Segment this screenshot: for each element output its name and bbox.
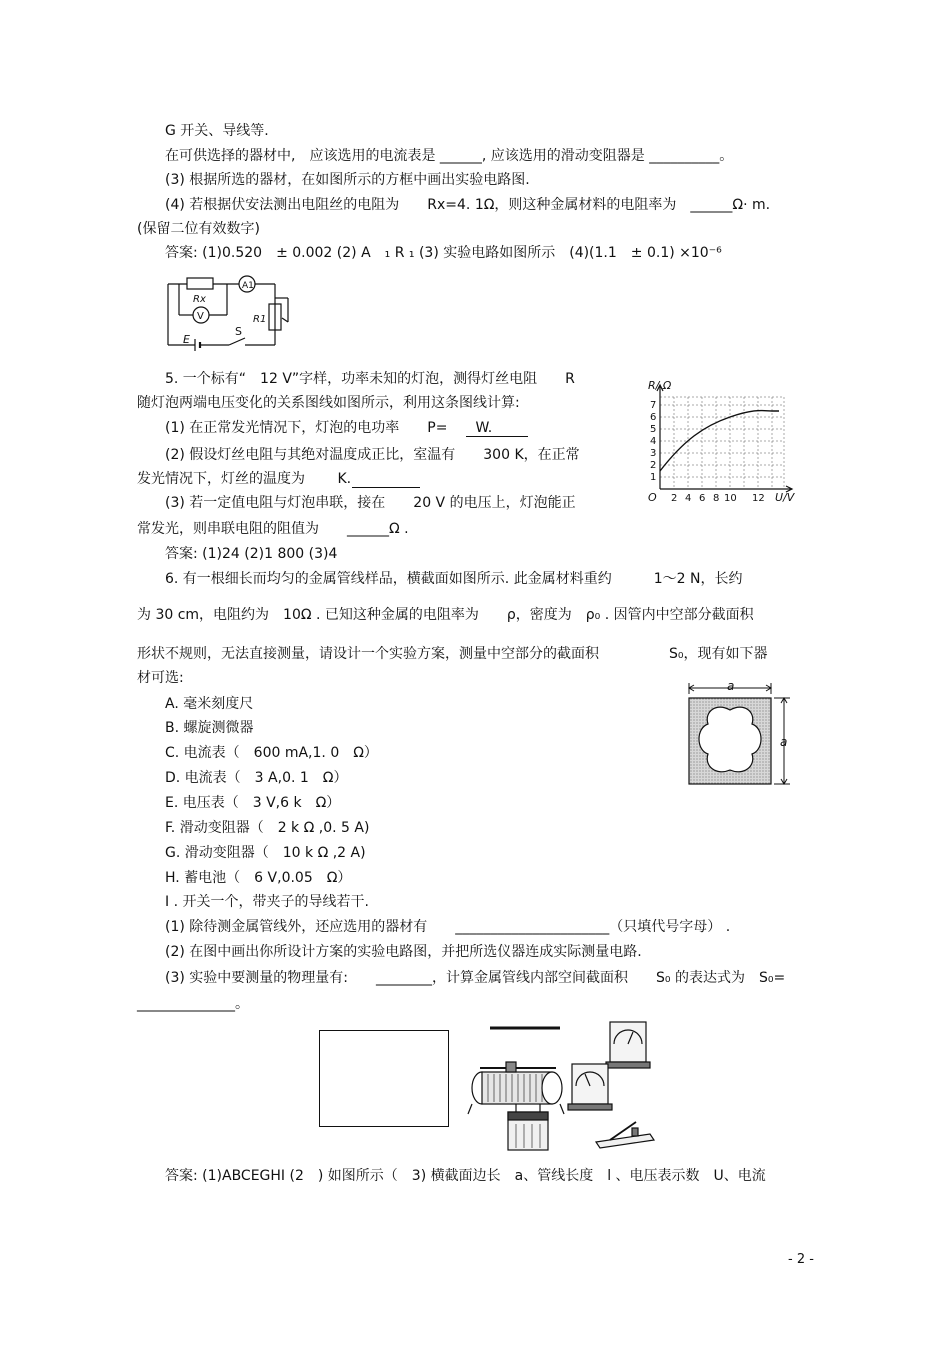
ytick-label: 4 <box>650 436 657 447</box>
ytick-label: 3 <box>650 448 657 459</box>
q5-part3b: 常发光，则串联电阻的阻值为 ______Ω . <box>137 521 409 537</box>
ytick-label: 7 <box>650 400 657 411</box>
q5-part3a: (3) 若一定值电阻与灯泡串联，接在 20 V 的电压上，灯泡能正 <box>165 495 576 511</box>
r-u-graph <box>644 380 804 504</box>
xtick-label: 12 <box>752 493 765 504</box>
q5-part2a: (2) 假设灯丝电阻与其绝对温度成正比，室温有 300 K，在正常 <box>165 447 580 463</box>
q4-part4-note: (保留二位有效数字) <box>137 221 260 237</box>
circuit-label-rx: Rx <box>193 294 206 305</box>
q6-item: I . 开关一个，带夹子的导线若干. <box>165 894 369 910</box>
cross-label-a-top: a <box>727 680 735 693</box>
q6-item: G. 滑动变阻器（ 10 k Ω ,2 A) <box>165 845 366 861</box>
circuit-label-s: S <box>235 325 242 338</box>
graph-ylabel: R/ Ω <box>648 380 672 392</box>
q6-answer: 答案: (1)ABCEGHI (2 ) 如图所示（ 3) 横截面边长 a、管线长度 l 、电压表示数 U、电流 <box>165 1168 766 1184</box>
q6-line1: 6. 有一根细长而均匀的金属管线样品，横截面如图所示. 此金属材料重约 1～2 N，长约 <box>165 571 743 587</box>
xtick-label: 2 <box>671 493 678 504</box>
xtick-label: 8 <box>713 493 720 504</box>
circuit-label-a1: A1 <box>242 281 254 291</box>
q5-part2b: 发光情况下，灯丝的温度为 K. <box>137 471 352 487</box>
q6-item: E. 电压表（ 3 V,6 k Ω） <box>165 795 341 811</box>
q5-blank-2-underline <box>352 487 420 488</box>
graph-xlabel: U/V <box>775 491 795 504</box>
xtick-label: 4 <box>685 493 692 504</box>
circuit-drawing-box <box>319 1030 449 1127</box>
circuit-label-e: E <box>183 333 190 346</box>
graph-origin: O <box>648 491 657 504</box>
q6-part3-blank: ______________。 <box>137 996 249 1012</box>
q5-answer: 答案: (1)24 (2)1 800 (3)4 <box>165 546 338 562</box>
q5-part1: (1) 在正常发光情况下，灯泡的电功率 P= W. <box>165 420 493 436</box>
page-number: - 2 - <box>788 1252 814 1267</box>
apparatus-illustration <box>460 1016 660 1156</box>
q6-item: C. 电流表（ 600 mA,1. 0 Ω） <box>165 745 378 761</box>
xtick-label: 10 <box>724 493 737 504</box>
q4-part4: (4) 若根据伏安法测出电阻丝的电阻为 Rx=4. 1Ω，则这种金属材料的电阻率为 ______Ω· m. <box>165 197 771 213</box>
q6-part1: (1) 除待测金属管线外，还应选用的器材有 ______________________（只填代号字母） . <box>165 919 731 935</box>
ytick-label: 1 <box>650 472 657 483</box>
q4-select-line: 在可供选择的器材中, 应该选用的电流表是 ______, 应该选用的滑动变阻器是 __________。 <box>165 148 734 164</box>
voltmeter-icon <box>606 1022 650 1068</box>
q6-item: H. 蓄电池（ 6 V,0.05 Ω） <box>165 870 352 886</box>
q6-item: D. 电流表（ 3 A,0. 1 Ω） <box>165 770 348 786</box>
q4-item-g: G 开关、导线等. <box>165 123 269 139</box>
xtick-label: 6 <box>699 493 706 504</box>
q6-line2: 为 30 cm，电阻约为 10Ω . 已知这种金属的电阻率为 ρ，密度为 ρ₀ . 因管内中空部分截面积 <box>137 607 754 623</box>
q6-line4: 材可选: <box>137 670 184 686</box>
q6-item: A. 毫米刻度尺 <box>165 696 254 712</box>
ytick-label: 6 <box>650 412 657 423</box>
q6-line3: 形状不规则，无法直接测量，请设计一个实验方案，测量中空部分的截面积 S₀，现有如下器 <box>137 646 768 662</box>
circuit-label-v: V <box>197 311 204 322</box>
cross-label-a-side: a <box>780 735 788 749</box>
q4-answer: 答案: (1)0.520 ± 0.002 (2) A ₁ R ₁ (3) 实验电路如图所示 (4)(1.1 ± 0.1) ×10⁻⁶ <box>165 245 722 261</box>
cross-section-figure <box>684 680 794 788</box>
q5-line2: 随灯泡两端电压变化的关系图线如图所示，利用这条图线计算: <box>137 395 520 411</box>
q4-circuit-diagram <box>165 272 295 354</box>
ytick-label: 2 <box>650 460 657 471</box>
ytick-label: 5 <box>650 424 657 435</box>
switch-icon <box>596 1122 654 1148</box>
battery-icon <box>508 1104 548 1150</box>
q4-part3: (3) 根据所选的器材，在如图所示的方框中画出实验电路图. <box>165 172 530 188</box>
q5-blank-1-underline <box>466 436 528 437</box>
q6-part2: (2) 在图中画出你所设计方案的实验电路图，并把所选仪器连成实际测量电路. <box>165 944 642 960</box>
q6-item: F. 滑动变阻器（ 2 k Ω ,0. 5 A) <box>165 820 370 836</box>
q6-part3: (3) 实验中要测量的物理量有: ________，计算金属管线内部空间截面积 S₀ 的表达式为 S₀= <box>165 970 786 986</box>
ammeter-icon <box>568 1064 612 1110</box>
q6-item: B. 螺旋测微器 <box>165 720 254 736</box>
circuit-label-r1: R1 <box>253 314 267 325</box>
q5-line1: 5. 一个标有“ 12 V”字样，功率未知的灯泡，测得灯丝电阻 R <box>165 371 575 387</box>
